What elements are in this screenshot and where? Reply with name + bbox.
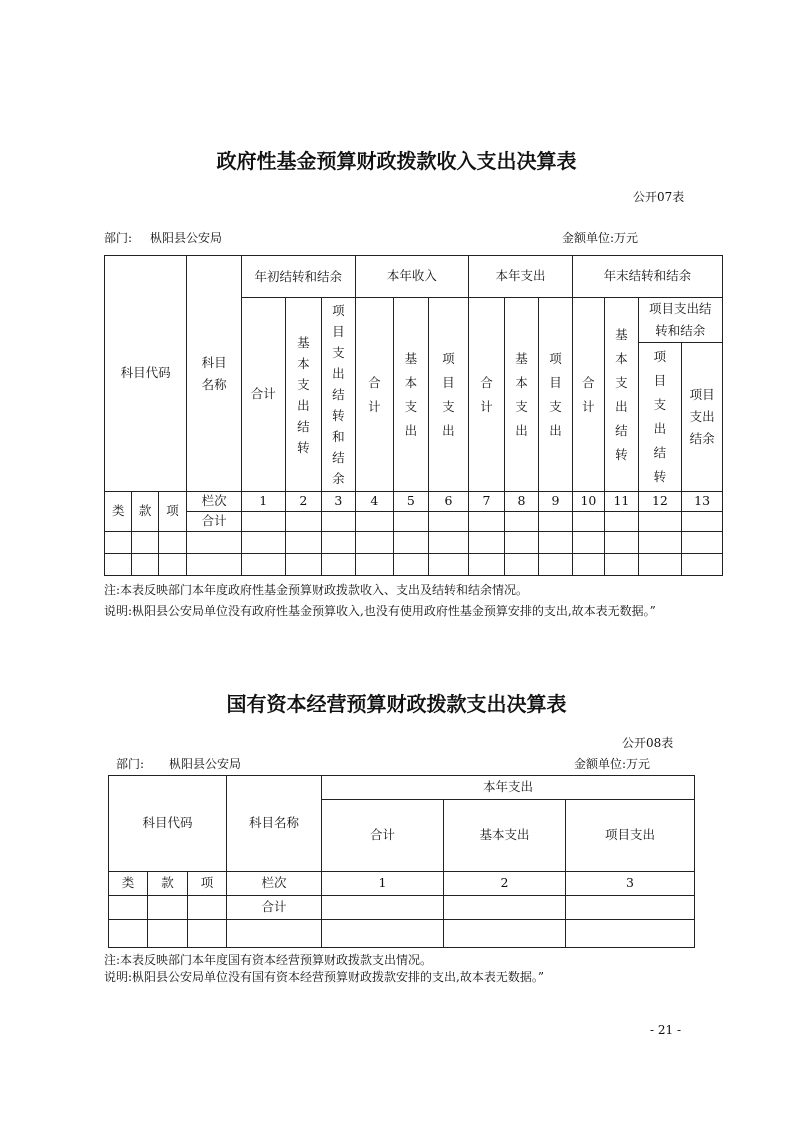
t8-total-label: 合计: [227, 896, 322, 920]
t7-header-code: 科目代码: [105, 256, 187, 492]
page-number: - 21 -: [650, 1023, 682, 1037]
t7-h-expense-project: [539, 298, 572, 492]
table8-explanation: 说明:枞阳县公安局单位没有国有资本经营预算财政拨款安排的支出,故本表无数据。”: [104, 970, 544, 984]
t7-header-income: 本年收入: [355, 256, 469, 298]
t7-lanci: 栏次: [187, 492, 242, 512]
t7-header-name-text: 科目名称: [201, 354, 227, 392]
t7-col-num: 12: [638, 492, 682, 512]
table8-note: 注:本表反映部门本年度国有资本经营预算财政拨款支出情况。: [104, 953, 433, 967]
t7-h-closing-basic: [605, 298, 638, 492]
t7-kuan: 款: [132, 492, 158, 532]
t7-h-closing-total-text: 合计: [582, 374, 595, 414]
t8-col-num: 1: [322, 872, 444, 896]
t7-col-num: 5: [394, 492, 428, 512]
t7-h-income-basic: [394, 298, 428, 492]
t7-col-num: 4: [355, 492, 394, 512]
t7-h-expense-basic-text: 基本支出: [515, 350, 528, 438]
t8-xiang: 项: [188, 872, 227, 896]
t7-h-closing-project-carry-text: 项目支出结转: [653, 349, 667, 484]
table7: [104, 255, 723, 576]
t7-col-num: 8: [504, 492, 538, 512]
t7-h-closing-project-balance: [682, 343, 723, 492]
t8-lei: 类: [109, 872, 148, 896]
t7-header-opening: [241, 256, 355, 298]
t7-h-closing-project-group: [638, 298, 722, 343]
t7-h-income-total-text: 合计: [368, 374, 381, 414]
t8-header-name: 科目名称: [227, 776, 322, 872]
t7-h-expense-total-text: 合计: [480, 374, 493, 414]
t7-h-closing-project-carry: [638, 343, 682, 492]
table7-dept-label: 部门:: [104, 231, 133, 245]
table7-code: 公开07表: [633, 190, 685, 204]
t7-col-num: 7: [469, 492, 505, 512]
t7-empty-row: [105, 532, 723, 554]
t7-col-num: 11: [605, 492, 638, 512]
t7-col-num: 13: [682, 492, 723, 512]
t7-col-num: 10: [572, 492, 604, 512]
table7-note: 注:本表反映部门本年度政府性基金预算财政拨款收入、支出及结转和结余情况。: [104, 583, 529, 597]
t7-h-opening-project: [322, 298, 356, 492]
t7-col-num: 6: [428, 492, 469, 512]
t7-col-num: 3: [322, 492, 356, 512]
t7-xiang: 项: [158, 492, 186, 532]
t7-col-num: 1: [241, 492, 285, 512]
t8-empty-row: [109, 920, 695, 948]
t7-header-name: [187, 256, 242, 492]
t8-kuan: 款: [148, 872, 188, 896]
t7-h-income-project: [428, 298, 469, 492]
t7-h-opening-project-text: 项目支出结转和结余: [332, 303, 345, 486]
table8-dept-value: 枞阳县公安局: [169, 757, 242, 771]
t7-h-closing-project-balance-text: 项目支出结余: [689, 387, 715, 446]
table8: [108, 775, 695, 948]
table8-dept-label: 部门:: [116, 757, 145, 771]
t7-h-opening-total: 合计: [241, 298, 285, 492]
t7-h-opening-basic: [285, 298, 322, 492]
t7-empty-row: [105, 554, 723, 576]
t8-h-total: 合计: [322, 800, 444, 872]
t8-header-year-expense: 本年支出: [322, 776, 695, 800]
table7-explanation: 说明:枞阳县公安局单位没有政府性基金预算收入,也没有使用政府性基金预算安排的支出,故本表无数据。”: [104, 604, 656, 618]
t8-h-project: 项目支出: [566, 800, 695, 872]
table7-title: 政府性基金预算财政拨款收入支出决算表: [216, 149, 577, 173]
t7-h-expense-basic: [504, 298, 538, 492]
t7-col-num: 2: [285, 492, 322, 512]
t7-h-closing-basic-text: 基本支出结转: [615, 326, 628, 462]
t7-col-num: 9: [539, 492, 572, 512]
t7-h-income-basic-text: 基本支出: [404, 350, 418, 438]
t7-h-income-total: [355, 298, 394, 492]
table7-unit: 金额单位:万元: [562, 231, 639, 245]
table8-title: 国有资本经营预算财政拨款支出决算表: [226, 692, 567, 716]
t7-h-opening-basic-text: 基本支出结转: [297, 334, 310, 455]
t7-h-closing-total: [572, 298, 604, 492]
t8-col-num: 2: [444, 872, 566, 896]
table8-unit: 金额单位:万元: [574, 757, 651, 771]
t7-h-expense-project-text: 项目支出: [549, 350, 562, 438]
t7-h-expense-total: [469, 298, 505, 492]
t7-header-opening-text: 年初结转和结余: [254, 268, 343, 284]
table8-code: 公开08表: [622, 736, 674, 750]
t8-col-num: 3: [566, 872, 695, 896]
t8-h-basic: 基本支出: [444, 800, 566, 872]
t8-lanci: 栏次: [227, 872, 322, 896]
table7-dept-value: 枞阳县公安局: [150, 231, 223, 245]
t8-header-code: 科目代码: [109, 776, 227, 872]
t7-total-label: 合计: [187, 512, 242, 532]
t7-h-closing-project-group-text: 项目支出结转和结余: [649, 301, 712, 338]
t7-h-income-project-text: 项目支出: [442, 350, 455, 438]
t7-lei: 类: [105, 492, 132, 532]
t7-header-expense: 本年支出: [469, 256, 572, 298]
t7-header-closing: 年末结转和结余: [572, 256, 722, 298]
